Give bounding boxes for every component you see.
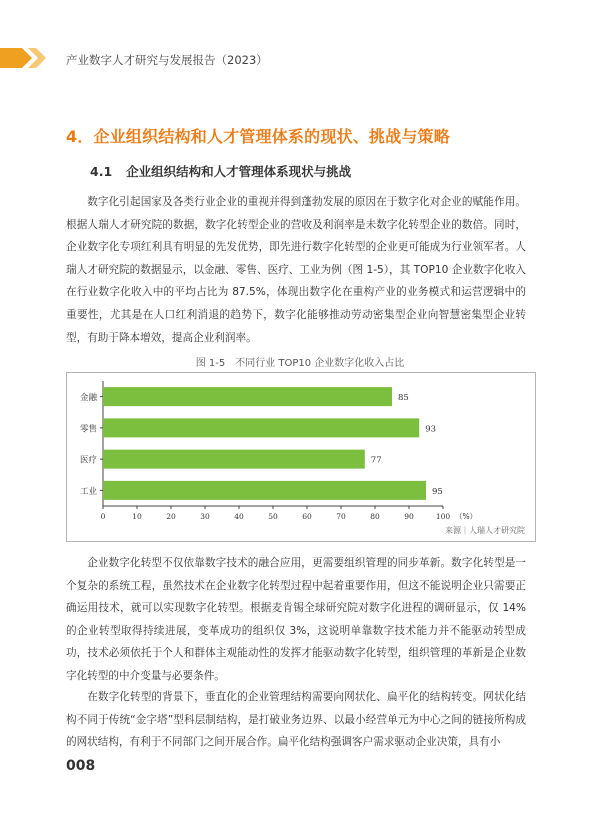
data-label-2: 93: [425, 424, 437, 435]
x-tick-label-11: 100: [435, 512, 451, 521]
category-label-3: 医疗: [79, 455, 97, 466]
x-tick-label-2: 10: [132, 512, 142, 521]
subsection-text: 企业组织结构和人才管理体系现状与挑战: [126, 164, 352, 179]
data-label-4: 95: [432, 486, 443, 497]
figure-caption: 图 1-5 不同行业 TOP10 企业数字化收入占比: [195, 358, 405, 369]
body-paragraph-2: 企业数字化转型不仅依靠数字技术的融合应用，更需要组织管理的同步革新。数字化转型是一个复杂的系统工程，虽然技术在企业数字化转型过程中起着重要作用，但这不能说明企业只需要正确运用技术，就可以实现数字化转型。根据麦肯锡全球研究院对数字化进程的调研显示，仅 14% 的企业转型取得持续进展，变革成功的组织仅 3%，这说明单靠数字技术能力并不能驱动转型成功，技术必须依托于个人和群体主观能动性的发挥才能驱动数字化转型，组织管理的革新是企业数字化转型的中介变量与必要条件。: [66, 557, 526, 682]
x-tick-label-8: 70: [336, 512, 346, 521]
header-chevron-decoration: [0, 0, 70, 72]
x-tick-label-1: 0: [100, 512, 106, 521]
x-tick-label-9: 80: [370, 512, 380, 521]
bar-chart: [67, 373, 535, 541]
x-tick-label-4: 30: [200, 512, 210, 521]
body-paragraph-1: 数字化引起国家及各类行业企业的重视并得到蓬勃发展的原因在于数字化对企业的赋能作用。根据人瑞人才研究院的数据，数字化转型企业的营收及利润率是未数字化转型企业的数倍。同时，企业数字化专项红利具有明显的先发优势，即先进行数字化转型的企业更可能成为行业领军者。人瑞人才研究院的数据显示，以金融、零售、医疗、工业为例（图 1-5），其 TOP10 企业数字化收入在行业数字化收入中的平均占比为 87.5%，体现出数字化在重构产业的业务模式和运营逻辑中的重要性，尤其是在人口红利消退的趋势下，数字化能够推动劳动密集型企业向智慧密集型企业转型，有助于降本增效，提高企业利润率。: [66, 196, 526, 344]
x-tick-label-10: 90: [404, 512, 414, 521]
x-tick-label-6: 50: [268, 512, 278, 521]
bar-3: [103, 450, 365, 469]
category-label-4: 工业: [79, 486, 97, 497]
data-label-3: 77: [370, 455, 382, 466]
bar-2: [103, 418, 419, 437]
page-number: 008: [66, 758, 96, 774]
data-label-1: 85: [398, 393, 409, 404]
x-tick-label-3: 20: [166, 512, 176, 521]
chart-source: 来源｜人瑞人才研究院: [445, 526, 525, 535]
bar-1: [103, 387, 392, 406]
section-title: 4．企业组织结构和人才管理体系的现状、挑战与策略: [66, 127, 450, 146]
x-axis-unit: （%）: [455, 512, 478, 521]
category-label-2: 零售: [79, 424, 97, 435]
bar-4: [103, 481, 426, 500]
body-paragraph-3: 在数字化转型的背景下，垂直化的企业管理结构需要向网状化、扁平化的结构转变。网状化结构不同于传统“金字塔”型科层制结构，是打破业务边界、以最小经营单元为中心之间的链接所构成的网状结构，有利于不同部门之间开展合作。扁平化结构强调客户需求驱动企业决策，具有小: [66, 691, 526, 749]
chart-container: [66, 372, 536, 542]
page-header: [0, 0, 600, 72]
subsection-title: [90, 162, 351, 180]
x-tick-label-5: 40: [234, 512, 244, 521]
x-tick-label-7: 60: [302, 512, 312, 521]
subsection-number: 4.1: [90, 164, 113, 179]
header-title: 产业数字人才研究与发展报告（2023）: [66, 53, 268, 67]
category-label-1: 金融: [79, 393, 97, 404]
